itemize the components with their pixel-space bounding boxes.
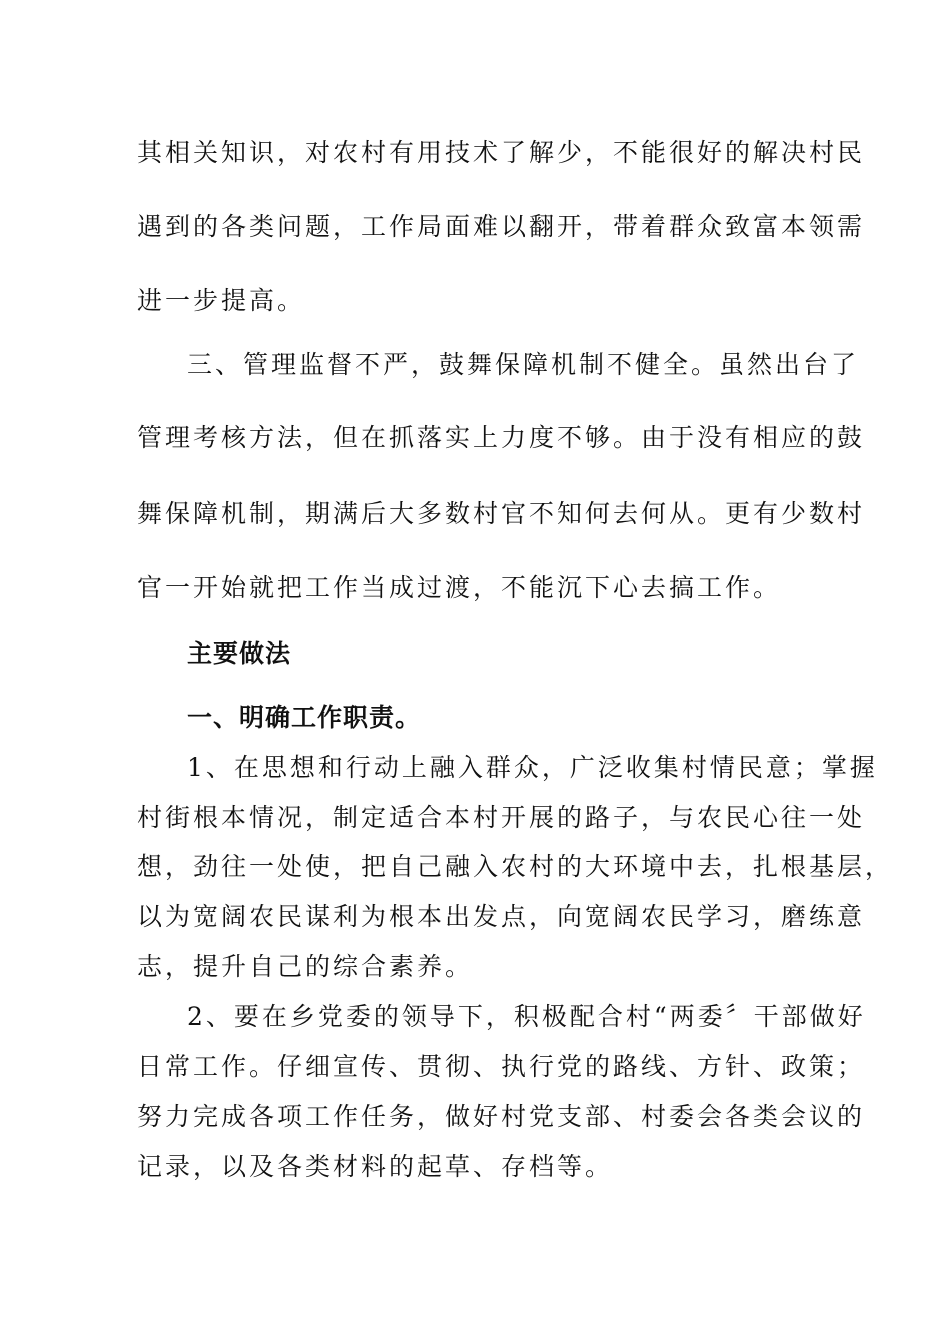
text-line: 官一开始就把工作当成过渡，不能沉下心去搞工作。 bbox=[137, 573, 782, 602]
paragraph-line: 日常工作。仔细宣传、贯彻、执行党的路线、方针、政策； bbox=[137, 1052, 866, 1081]
paragraph-line: 记录，以及各类材料的起草、存档等。 bbox=[137, 1152, 614, 1181]
paragraph-line: 2、要在乡党委的领导下，积极配合村“两委〞干部做好 bbox=[187, 1002, 866, 1031]
text-line: 其相关知识，对农村有用技术了解少，不能很好的解决村民 bbox=[137, 138, 866, 167]
text-line: 管理考核方法，但在抓落实上力度不够。由于没有相应的鼓 bbox=[137, 423, 866, 452]
section-heading-line: 三、管理监督不严，鼓舞保障机制不健全。虽然出台了 bbox=[187, 350, 860, 379]
paragraph-line: 想，劲往一处使，把自己融入农村的大环境中去，扎根基层， bbox=[137, 852, 894, 881]
text-line: 舞保障机制，期满后大多数村官不知何去何从。更有少数村 bbox=[137, 499, 866, 528]
sub-heading: 一、明确工作职责。 bbox=[187, 703, 422, 732]
paragraph-line: 志，提升自己的综合素养。 bbox=[137, 952, 474, 981]
paragraph-line: 努力完成各项工作任务，做好村党支部、村委会各类会议的 bbox=[137, 1102, 866, 1131]
text-line: 遇到的各类问题，工作局面难以翻开，带着群众致富本领需 bbox=[137, 212, 866, 241]
paragraph-line: 以为宽阔农民谋利为根本出发点，向宽阔农民学习，磨练意 bbox=[137, 902, 866, 931]
main-heading: 主要做法 bbox=[187, 639, 292, 668]
text-line: 进一步提高。 bbox=[137, 286, 306, 315]
paragraph-line: 村街根本情况，制定适合本村开展的路子，与农民心往一处 bbox=[137, 803, 866, 832]
paragraph-line: 1、在思想和行动上融入群众，广泛收集村情民意；掌握 bbox=[187, 753, 878, 782]
